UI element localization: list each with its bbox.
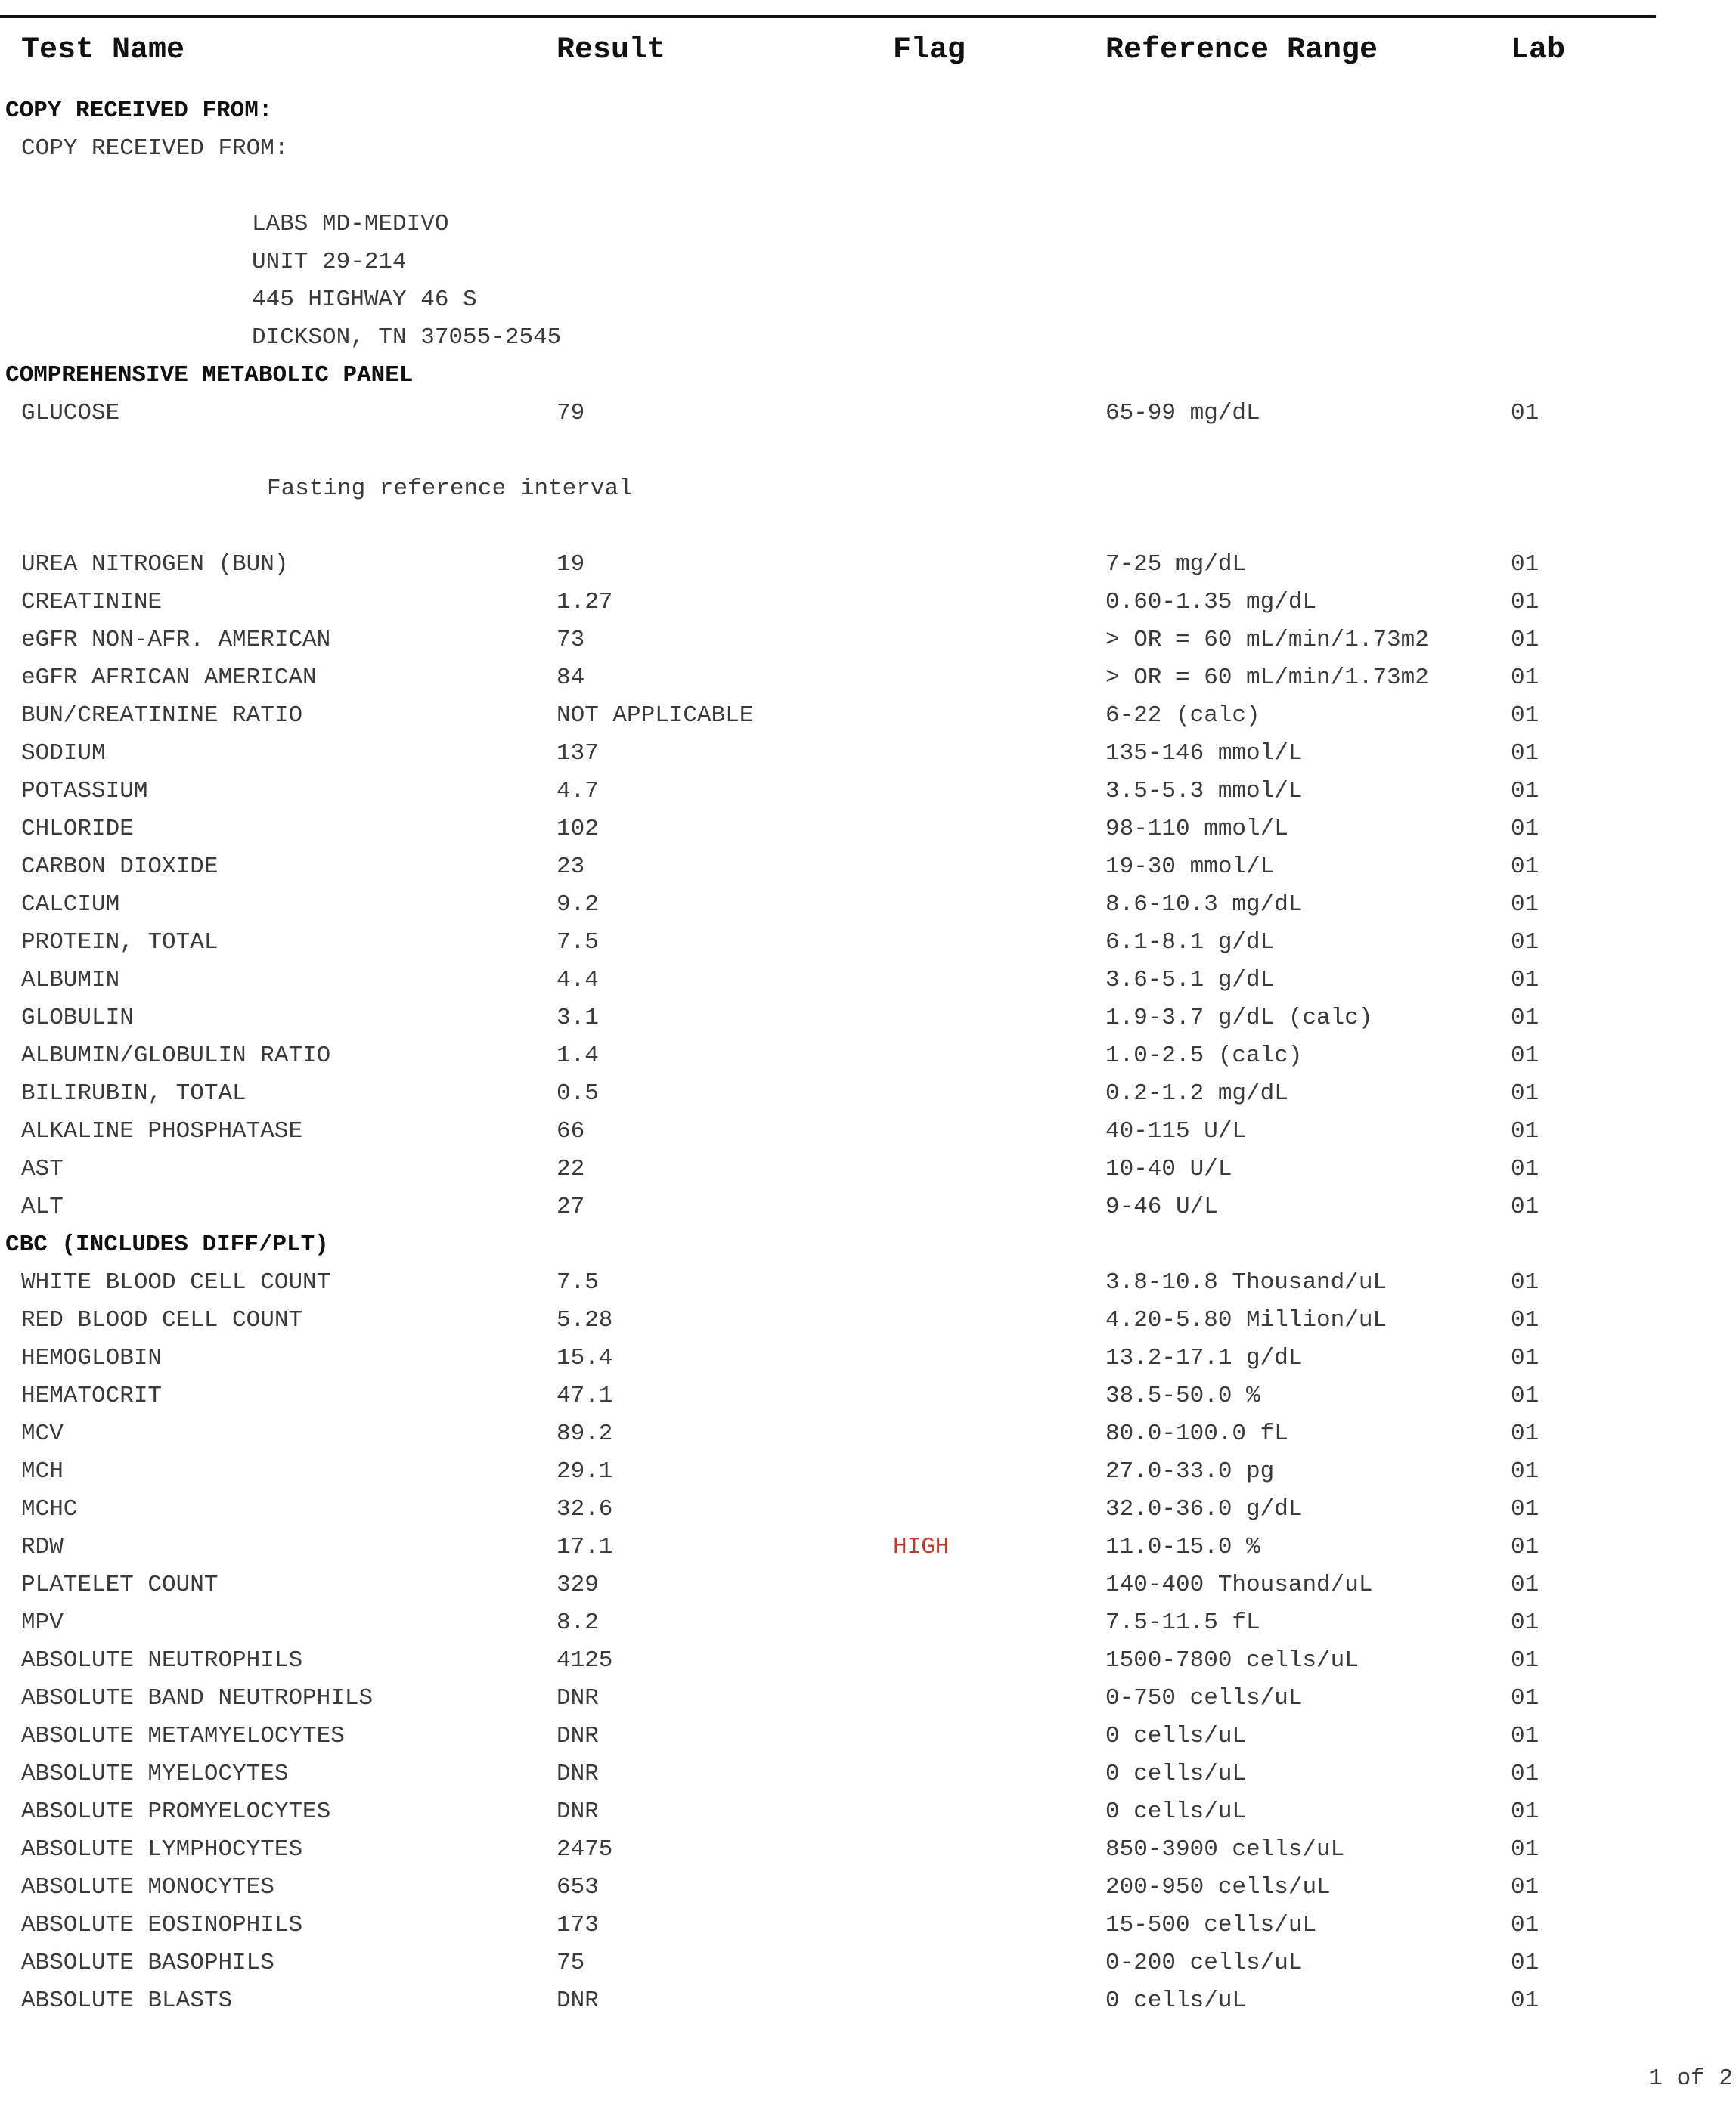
result-cell: 5.28 (556, 1307, 613, 1334)
result-cell: 173 (556, 1912, 599, 1938)
reference-range-cell: 32.0-36.0 g/dL (1105, 1496, 1303, 1523)
table-row (0, 735, 1736, 773)
table-row (0, 1415, 1736, 1453)
reference-range-cell: 0 cells/uL (1105, 1799, 1247, 1825)
test-name-cell: ALT (21, 1194, 64, 1220)
reference-range-cell: 9-46 U/L (1105, 1194, 1218, 1220)
test-name-cell: ALBUMIN/GLOBULIN RATIO (21, 1043, 331, 1069)
table-row (0, 1642, 1736, 1680)
test-name-cell: COPY RECEIVED FROM: (5, 98, 273, 124)
result-cell: 22 (556, 1156, 585, 1182)
lab-cell: 01 (1511, 1761, 1539, 1787)
reference-range-cell: 135-146 mmol/L (1105, 740, 1303, 767)
lab-cell: 01 (1511, 702, 1539, 729)
table-row (0, 1982, 1736, 2020)
test-name-cell: CBC (INCLUDES DIFF/PLT) (5, 1232, 329, 1258)
table-row (0, 1566, 1736, 1604)
result-cell: 3.1 (556, 1005, 599, 1031)
address-line (0, 243, 1736, 281)
test-name-cell: eGFR AFRICAN AMERICAN (21, 665, 317, 691)
result-cell: 19 (556, 551, 585, 578)
lab-cell: 01 (1511, 589, 1539, 615)
header-result: Result (556, 33, 666, 67)
table-row (0, 659, 1736, 697)
reference-range-cell: 15-500 cells/uL (1105, 1912, 1317, 1938)
result-cell: 8.2 (556, 1610, 599, 1636)
reference-range-cell: 0.60-1.35 mg/dL (1105, 589, 1317, 615)
header-flag: Flag (893, 33, 966, 67)
lab-cell: 01 (1511, 1685, 1539, 1712)
test-name-cell: MCV (21, 1421, 64, 1447)
result-cell: 4125 (556, 1647, 613, 1674)
result-cell: 27 (556, 1194, 585, 1220)
reference-range-cell: 0 cells/uL (1105, 1988, 1247, 2014)
result-cell: 32.6 (556, 1496, 613, 1523)
reference-range-cell: 38.5-50.0 % (1105, 1383, 1260, 1409)
result-cell: 15.4 (556, 1345, 613, 1371)
table-row (0, 773, 1736, 810)
result-cell: 47.1 (556, 1383, 613, 1409)
flag-cell: HIGH (893, 1534, 950, 1560)
test-name-cell: CHLORIDE (21, 816, 134, 842)
reference-range-cell: 7.5-11.5 fL (1105, 1610, 1260, 1636)
test-name-cell: CARBON DIOXIDE (21, 854, 219, 880)
lab-cell: 01 (1511, 1610, 1539, 1636)
test-name-cell: WHITE BLOOD CELL COUNT (21, 1269, 331, 1296)
test-name-cell: GLOBULIN (21, 1005, 134, 1031)
test-name-cell: DICKSON, TN 37055-2545 (252, 324, 562, 351)
lab-cell: 01 (1511, 816, 1539, 842)
table-row (0, 1377, 1736, 1415)
result-cell: 2475 (556, 1836, 613, 1863)
lab-cell: 01 (1511, 665, 1539, 691)
result-cell: DNR (556, 1723, 599, 1749)
lab-cell: 01 (1511, 1647, 1539, 1674)
reference-range-cell: 1.9-3.7 g/dL (calc) (1105, 1005, 1373, 1031)
reference-range-cell: 40-115 U/L (1105, 1118, 1247, 1145)
table-row (0, 130, 1736, 168)
reference-range-cell: 3.8-10.8 Thousand/uL (1105, 1269, 1387, 1296)
reference-range-cell: 13.2-17.1 g/dL (1105, 1345, 1303, 1371)
reference-range-cell: 11.0-15.0 % (1105, 1534, 1260, 1560)
table-row (0, 1151, 1736, 1188)
reference-range-cell: 850-3900 cells/uL (1105, 1836, 1345, 1863)
table-row (0, 1907, 1736, 1944)
test-name-cell: ABSOLUTE BLASTS (21, 1988, 233, 2014)
table-row (0, 1755, 1736, 1793)
table-row (0, 1529, 1736, 1566)
result-cell: 23 (556, 854, 585, 880)
table-row (0, 1302, 1736, 1340)
reference-range-cell: 0 cells/uL (1105, 1723, 1247, 1749)
result-cell: 84 (556, 665, 585, 691)
result-cell: NOT APPLICABLE (556, 702, 754, 729)
table-row (0, 1037, 1736, 1075)
test-name-cell: PROTEIN, TOTAL (21, 929, 219, 956)
lab-cell: 01 (1511, 1458, 1539, 1485)
lab-cell: 01 (1511, 854, 1539, 880)
lab-cell: 01 (1511, 891, 1539, 918)
result-cell: 75 (556, 1950, 585, 1976)
reference-range-cell: > OR = 60 mL/min/1.73m2 (1105, 627, 1429, 653)
test-name-cell: ABSOLUTE BAND NEUTROPHILS (21, 1685, 374, 1712)
result-cell: 329 (556, 1572, 599, 1598)
test-name-cell: PLATELET COUNT (21, 1572, 219, 1598)
result-cell: 17.1 (556, 1534, 613, 1560)
result-cell: 66 (556, 1118, 585, 1145)
table-row (0, 1264, 1736, 1302)
address-line (0, 281, 1736, 319)
address-line (0, 319, 1736, 357)
result-cell: 7.5 (556, 1269, 599, 1296)
reference-range-cell: 200-950 cells/uL (1105, 1874, 1331, 1901)
reference-range-cell: > OR = 60 mL/min/1.73m2 (1105, 665, 1429, 691)
results-table (0, 92, 1736, 2020)
lab-cell: 01 (1511, 1572, 1539, 1598)
lab-cell: 01 (1511, 1043, 1539, 1069)
test-name-cell: RDW (21, 1534, 64, 1560)
table-row (0, 395, 1736, 432)
lab-cell: 01 (1511, 1988, 1539, 2014)
note-line (0, 470, 1736, 508)
reference-range-cell: 80.0-100.0 fL (1105, 1421, 1288, 1447)
test-name-cell: SODIUM (21, 740, 106, 767)
lab-cell: 01 (1511, 967, 1539, 993)
result-cell: 102 (556, 816, 599, 842)
table-row (0, 621, 1736, 659)
lab-cell: 01 (1511, 1194, 1539, 1220)
lab-cell: 01 (1511, 1005, 1539, 1031)
test-name-cell: HEMATOCRIT (21, 1383, 163, 1409)
lab-cell: 01 (1511, 1156, 1539, 1182)
lab-cell: 01 (1511, 778, 1539, 804)
test-name-cell: MCHC (21, 1496, 78, 1523)
test-name-cell: ABSOLUTE BASOPHILS (21, 1950, 274, 1976)
section-header (0, 92, 1736, 130)
address-line (0, 206, 1736, 243)
lab-cell: 01 (1511, 1421, 1539, 1447)
reference-range-cell: 140-400 Thousand/uL (1105, 1572, 1373, 1598)
reference-range-cell: 1.0-2.5 (calc) (1105, 1043, 1303, 1069)
result-cell: DNR (556, 1685, 599, 1712)
header-lab: Lab (1511, 33, 1566, 67)
reference-range-cell: 0 cells/uL (1105, 1761, 1247, 1787)
test-name-cell: RED BLOOD CELL COUNT (21, 1307, 303, 1334)
result-cell: 1.27 (556, 589, 613, 615)
lab-cell: 01 (1511, 1912, 1539, 1938)
result-cell: 137 (556, 740, 599, 767)
table-row (0, 1831, 1736, 1869)
test-name-cell: HEMOGLOBIN (21, 1345, 163, 1371)
test-name-cell: CREATININE (21, 589, 163, 615)
table-row (0, 1793, 1736, 1831)
test-name-cell: GLUCOSE (21, 400, 120, 426)
test-name-cell: AST (21, 1156, 64, 1182)
lab-cell: 01 (1511, 1496, 1539, 1523)
test-name-cell: ALBUMIN (21, 967, 120, 993)
test-name-cell: BILIRUBIN, TOTAL (21, 1080, 246, 1107)
test-name-cell: ABSOLUTE MONOCYTES (21, 1874, 274, 1901)
reference-range-cell: 0-200 cells/uL (1105, 1950, 1303, 1976)
test-name-cell: ABSOLUTE MYELOCYTES (21, 1761, 289, 1787)
result-cell: 29.1 (556, 1458, 613, 1485)
result-cell: 4.7 (556, 778, 599, 804)
test-name-cell: COPY RECEIVED FROM: (21, 135, 289, 162)
reference-range-cell: 7-25 mg/dL (1105, 551, 1247, 578)
result-cell: DNR (556, 1799, 599, 1825)
test-name-cell: COMPREHENSIVE METABOLIC PANEL (5, 362, 414, 389)
lab-cell: 01 (1511, 929, 1539, 956)
table-row (0, 962, 1736, 999)
lab-cell: 01 (1511, 400, 1539, 426)
result-cell: 79 (556, 400, 585, 426)
test-name-cell: 445 HIGHWAY 46 S (252, 287, 477, 313)
result-cell: DNR (556, 1761, 599, 1787)
lab-cell: 01 (1511, 1080, 1539, 1107)
blank-line (0, 168, 1736, 206)
result-cell: 7.5 (556, 929, 599, 956)
table-row (0, 1718, 1736, 1755)
lab-cell: 01 (1511, 1534, 1539, 1560)
lab-cell: 01 (1511, 1269, 1539, 1296)
result-cell: 1.4 (556, 1043, 599, 1069)
test-name-cell: UNIT 29-214 (252, 249, 407, 275)
blank-line (0, 432, 1736, 470)
page-number: 1 of 2 (1648, 2065, 1733, 2092)
result-cell: 73 (556, 627, 585, 653)
test-name-cell: ABSOLUTE PROMYELOCYTES (21, 1799, 331, 1825)
lab-cell: 01 (1511, 1874, 1539, 1901)
lab-cell: 01 (1511, 1307, 1539, 1334)
result-cell: 4.4 (556, 967, 599, 993)
lab-cell: 01 (1511, 1950, 1539, 1976)
test-name-cell: ABSOLUTE NEUTROPHILS (21, 1647, 303, 1674)
lab-cell: 01 (1511, 1836, 1539, 1863)
lab-cell: 01 (1511, 1383, 1539, 1409)
lab-cell: 01 (1511, 1799, 1539, 1825)
reference-range-cell: 98-110 mmol/L (1105, 816, 1288, 842)
table-row (0, 1680, 1736, 1718)
lab-cell: 01 (1511, 551, 1539, 578)
test-name-cell: ABSOLUTE EOSINOPHILS (21, 1912, 303, 1938)
result-cell: 89.2 (556, 1421, 613, 1447)
reference-range-cell: 1500-7800 cells/uL (1105, 1647, 1359, 1674)
lab-cell: 01 (1511, 1723, 1539, 1749)
table-row (0, 1113, 1736, 1151)
table-row (0, 1340, 1736, 1377)
table-header (0, 33, 1736, 79)
table-row (0, 999, 1736, 1037)
reference-range-cell: 27.0-33.0 pg (1105, 1458, 1275, 1485)
lab-cell: 01 (1511, 1345, 1539, 1371)
result-cell: 0.5 (556, 1080, 599, 1107)
table-row (0, 1604, 1736, 1642)
test-name-cell: ABSOLUTE LYMPHOCYTES (21, 1836, 303, 1863)
table-row (0, 1944, 1736, 1982)
test-name-cell: UREA NITROGEN (BUN) (21, 551, 289, 578)
table-row (0, 1188, 1736, 1226)
table-row (0, 1075, 1736, 1113)
reference-range-cell: 3.6-5.1 g/dL (1105, 967, 1275, 993)
result-cell: DNR (556, 1988, 599, 2014)
table-row (0, 584, 1736, 621)
table-row (0, 697, 1736, 735)
reference-range-cell: 4.20-5.80 Million/uL (1105, 1307, 1387, 1334)
table-row (0, 848, 1736, 886)
reference-range-cell: 0.2-1.2 mg/dL (1105, 1080, 1288, 1107)
reference-range-cell: 6-22 (calc) (1105, 702, 1260, 729)
reference-range-cell: 3.5-5.3 mmol/L (1105, 778, 1303, 804)
table-row (0, 1453, 1736, 1491)
section-header (0, 357, 1736, 395)
lab-cell: 01 (1511, 627, 1539, 653)
test-name-cell: CALCIUM (21, 891, 120, 918)
reference-range-cell: 8.6-10.3 mg/dL (1105, 891, 1303, 918)
test-name-cell: LABS MD-MEDIVO (252, 211, 449, 237)
reference-range-cell: 65-99 mg/dL (1105, 400, 1260, 426)
reference-range-cell: 19-30 mmol/L (1105, 854, 1275, 880)
test-name-cell: eGFR NON-AFR. AMERICAN (21, 627, 331, 653)
lab-cell: 01 (1511, 740, 1539, 767)
reference-range-cell: 0-750 cells/uL (1105, 1685, 1303, 1712)
table-row (0, 886, 1736, 924)
table-row (0, 546, 1736, 584)
test-name-cell: Fasting reference interval (267, 476, 633, 502)
reference-range-cell: 10-40 U/L (1105, 1156, 1232, 1182)
test-name-cell: MPV (21, 1610, 64, 1636)
table-row (0, 1869, 1736, 1907)
table-row (0, 1491, 1736, 1529)
table-row (0, 810, 1736, 848)
lab-cell: 01 (1511, 1118, 1539, 1145)
result-cell: 653 (556, 1874, 599, 1901)
test-name-cell: BUN/CREATININE RATIO (21, 702, 303, 729)
test-name-cell: ABSOLUTE METAMYELOCYTES (21, 1723, 345, 1749)
section-header (0, 1226, 1736, 1264)
reference-range-cell: 6.1-8.1 g/dL (1105, 929, 1275, 956)
result-cell: 9.2 (556, 891, 599, 918)
blank-line (0, 508, 1736, 546)
test-name-cell: ALKALINE PHOSPHATASE (21, 1118, 303, 1145)
top-rule (0, 15, 1656, 18)
table-row (0, 924, 1736, 962)
header-test-name: Test Name (21, 33, 185, 67)
test-name-cell: POTASSIUM (21, 778, 148, 804)
header-reference-range: Reference Range (1105, 33, 1378, 67)
test-name-cell: MCH (21, 1458, 64, 1485)
